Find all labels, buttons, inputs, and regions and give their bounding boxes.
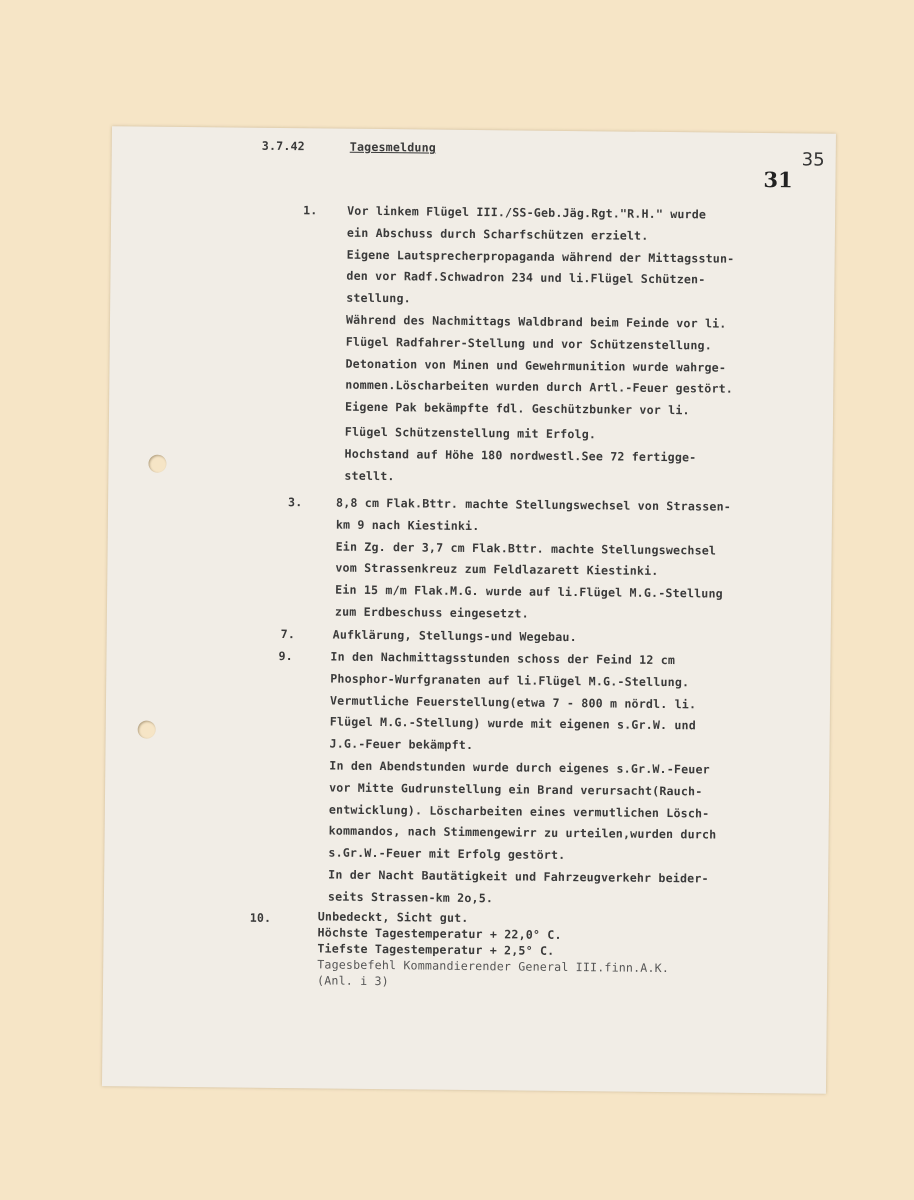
text-line: Unbedeckt, Sicht gut. [317,909,469,925]
text-line: Flügel M.G.-Stellung) wurde mit eigenen s.Gr.W. und [329,714,697,733]
text-line: Hochstand auf Höhe 180 nordwestl.See 72 fertigge- [344,446,697,465]
text-line: In der Nacht Bautätigkeit und Fahrzeugverkehr beider- [328,867,709,886]
item-number: 9. [278,648,293,664]
text-line: In den Abendstunden wurde durch eigenes s.Gr.W.-Feuer [329,758,710,777]
text-line: In den Nachmittagsstunden schoss der Feind 12 cm [330,649,676,668]
text-line: Phosphor-Wurfgranaten auf li.Flügel M.G.-Stellung. [330,671,690,690]
text-line: Flügel Schützenstellung mit Erfolg. [344,424,597,442]
text-line: Vermutliche Feuerstellung(etwa 7 - 800 m nördl. li. [329,693,697,711]
text-line: km 9 nach Kiestinki. [335,517,480,533]
text-line: stellung. [346,290,411,306]
item-number: 7. [280,627,296,642]
item-number: 10. [249,910,272,925]
text-line: entwicklung). Löscharbeiten eines vermutlichen Lösch- [328,802,710,821]
text-line: (Anl. i 3) [317,973,389,989]
item-1-text [344,201,735,491]
text-line: nommen.Löscharbeiten wurden durch Artl.-Feuer gestört. [345,378,734,397]
text-line: Vor linkem Flügel III./SS-Geb.Jäg.Rgt."R.H." wurde [347,203,707,222]
text-line: zum Erdbeschuss eingesetzt. [334,604,529,621]
text-line: Aufklärung, Stellungs-und Wegebau. [332,627,577,645]
text-line: Detonation von Minen und Gewehrmunition wurde wahrge- [345,356,727,375]
text-line: Höchste Tagestemperatur + 22,0° C. [317,925,562,942]
text-line: 8,8 cm Flak.Bttr. machte Stellungswechsel von Strassen- [336,495,732,514]
text-line: stellt. [344,468,395,483]
report-title: Tagesmeldung [349,139,437,155]
text-line: Ein Zg. der 3,7 cm Flak.Bttr. machte Stellungswechsel [335,539,717,558]
text-line: Eigene Pak bekämpfte fdl. Geschützbunker vor li. [345,399,690,418]
document-page [102,126,836,1094]
item-number: 1. [303,203,318,218]
text-line: vom Strassenkreuz zum Feldlazarett Kiestinki. [335,560,659,579]
item-3-text [335,493,731,628]
text-line: s.Gr.W.-Feuer mit Erfolg gestört. [328,845,566,863]
report-date: 3.7.42 [261,138,305,154]
text-line: Tagesbefehl Kommandierender General III.finn.A.K. [317,957,670,976]
text-line: Eigene Lautsprecherpropaganda während der Mittagsstun- [346,247,735,266]
item-9-text [328,647,718,913]
text-line: Während des Nachmittags Waldbrand beim Feinde vor li. [345,312,727,331]
page-number-typed: 31 [763,167,793,193]
item-7-text [333,625,577,649]
item-10-text [317,908,670,992]
text-line: vor Mitte Gudrunstellung ein Brand verursacht(Rauch- [329,780,703,799]
punch-hole [138,721,156,739]
item-number: 3. [288,495,303,510]
text-line: seits Strassen-km 2o,5. [327,889,494,906]
text-line: ein Abschuss durch Scharfschützen erzielt. [346,225,649,243]
page-number-handwritten: 35 [801,149,825,171]
text-line: den vor Radf.Schwadron 234 und li.Flügel Schützen- [346,269,706,287]
text-line: Ein 15 m/m Flak.M.G. wurde auf li.Flügel M.G.-Stellung [335,582,723,601]
text-line: Flügel Radfahrer-Stellung und vor Schützenstellung. [345,334,713,353]
text-line: Tiefste Tagestemperatur + 2,5° C. [317,941,555,958]
text-line: kommandos, nach Stimmengewirr zu urteilen,wurden durch [328,823,717,842]
text-line: J.G.-Feuer bekämpft. [329,736,474,753]
punch-hole [148,455,166,473]
